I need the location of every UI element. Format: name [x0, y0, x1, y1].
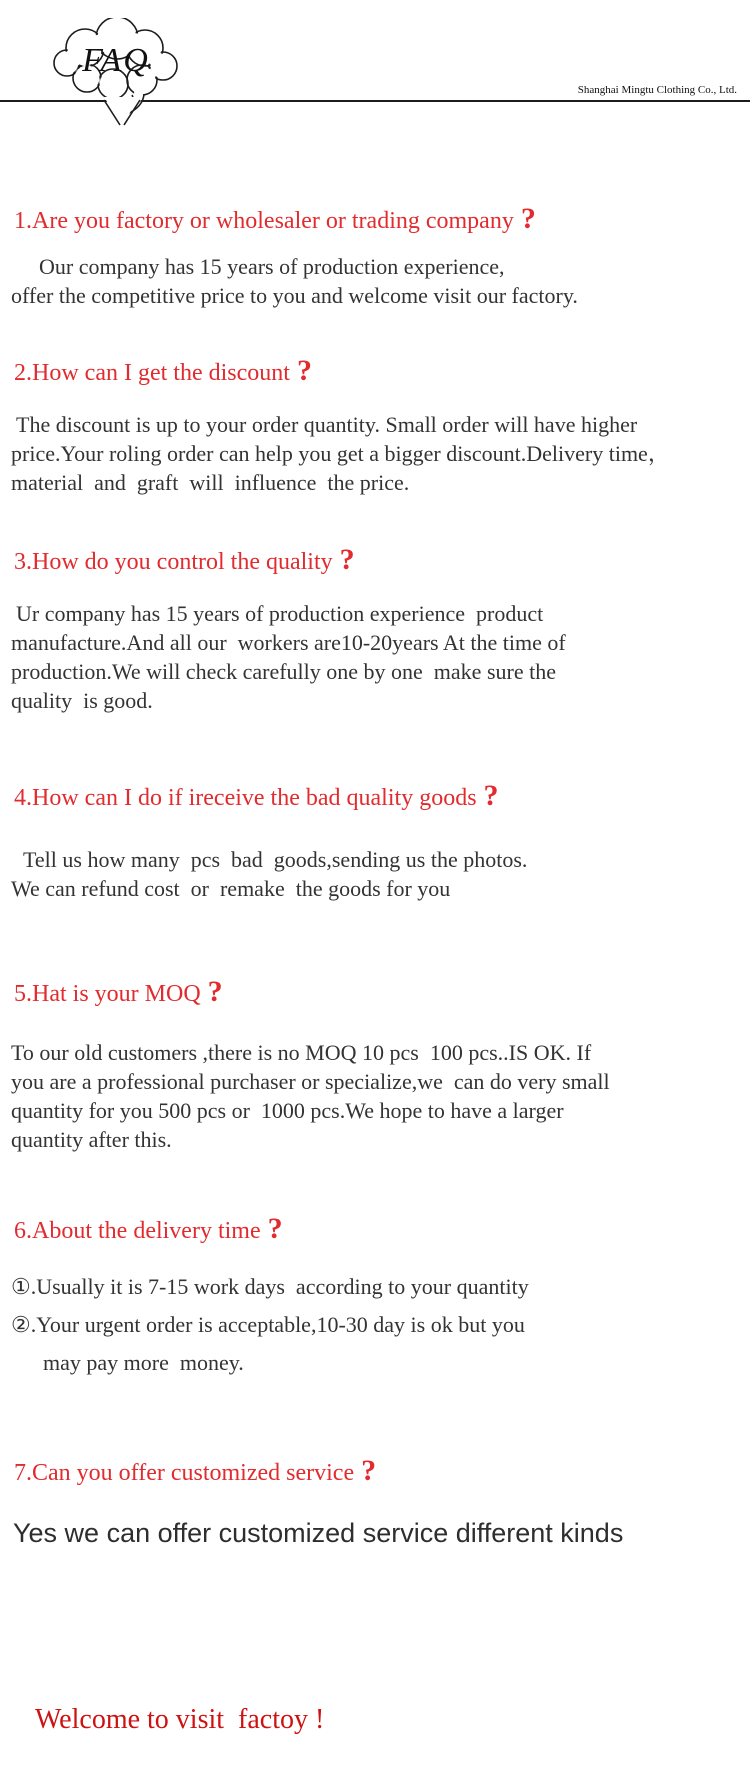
faq-answer [0, 1268, 750, 1382]
question-mark: ? [267, 1212, 283, 1245]
question-text: 5.Hat is your MOQ [14, 981, 201, 1007]
faq-section-5 [0, 975, 750, 1154]
faq-answer-line: ②.Your urgent order is acceptable,10-30 day is ok but you [11, 1312, 525, 1337]
faq-answer-line: may pay more money. [43, 1350, 244, 1375]
faq-answer-line: manufacture.And all our workers are10-20years At the time of [11, 630, 566, 655]
faq-answer [0, 410, 750, 497]
question-mark: ? [520, 202, 536, 235]
question-text: 7.Can you offer customized service [14, 1460, 355, 1486]
page-header [0, 0, 750, 128]
faq-answer-line: Tell us how many pcs bad goods,sending us the photos. [23, 847, 528, 872]
faq-section-2 [0, 354, 750, 497]
faq-answer [0, 845, 750, 903]
faq-speech-bubble-icon [45, 18, 195, 141]
question-mark: ? [339, 543, 355, 576]
question-text: 1.Are you factory or wholesaler or trading company [14, 208, 514, 234]
faq-question [0, 975, 750, 1011]
faq-question [0, 1454, 750, 1490]
faq-bubble-label: FAQ [82, 42, 150, 79]
faq-answer-line: Ur company has 15 years of production experience product [16, 601, 544, 626]
question-text: 3.How do you control the quality [14, 549, 333, 575]
welcome-note: Welcome to visit factoy ! [35, 1704, 325, 1735]
faq-answer-line: production.We will check carefully one by one make sure the [11, 659, 556, 684]
faq-answer [0, 599, 750, 715]
faq-answer-line: material and graft will influence the price. [11, 470, 410, 495]
faq-answer-line: quality is good. [11, 688, 153, 713]
faq-answer-line: quantity after this. [11, 1127, 172, 1152]
faq-question [0, 543, 750, 579]
faq-answer [0, 1516, 750, 1550]
faq-answer-line: Yes we can offer customized service different kinds [13, 1518, 624, 1548]
faq-answer [0, 1038, 750, 1154]
faq-answer-line: offer the competitive price to you and welcome visit our factory. [11, 283, 578, 308]
faq-section-3 [0, 543, 750, 715]
company-name: Shanghai Mingtu Clothing Co., Ltd. [577, 84, 737, 96]
faq-answer-line: To our old customers ,there is no MOQ 10 pcs 100 pcs..IS OK. If [11, 1040, 592, 1065]
question-text: 6.About the delivery time [14, 1218, 261, 1244]
question-mark: ? [361, 1454, 377, 1487]
faq-section-1 [0, 202, 750, 310]
faq-question [0, 202, 750, 238]
faq-answer-line: We can refund cost or remake the goods for you [11, 876, 451, 901]
faq-section-7 [0, 1454, 750, 1550]
question-mark: ? [296, 354, 312, 387]
faq-question [0, 1212, 750, 1248]
faq-question [0, 779, 750, 815]
faq-answer-line: The discount is up to your order quantity. Small order will have higher [16, 412, 638, 437]
faq-answer-line: price.Your roling order can help you get a bigger discount.Delivery time， [11, 441, 670, 466]
faq-answer-line: Our company has 15 years of production experience, [39, 254, 505, 279]
faq-answer-line: ①.Usually it is 7-15 work days according to your quantity [11, 1274, 529, 1299]
faq-answer-line: you are a professional purchaser or specialize,we can do very small [11, 1069, 610, 1094]
question-mark: ? [207, 975, 223, 1008]
question-mark: ? [483, 779, 499, 812]
faq-answer-line: quantity for you 500 pcs or 1000 pcs.We hope to have a larger [11, 1098, 564, 1123]
faq-section-6 [0, 1212, 750, 1382]
faq-content [0, 202, 750, 1738]
question-text: 2.How can I get the discount [14, 360, 290, 386]
question-text: 4.How can I do if ireceive the bad quality goods [14, 785, 477, 811]
faq-section-4 [0, 779, 750, 903]
faq-answer [0, 252, 750, 310]
faq-question [0, 354, 750, 390]
